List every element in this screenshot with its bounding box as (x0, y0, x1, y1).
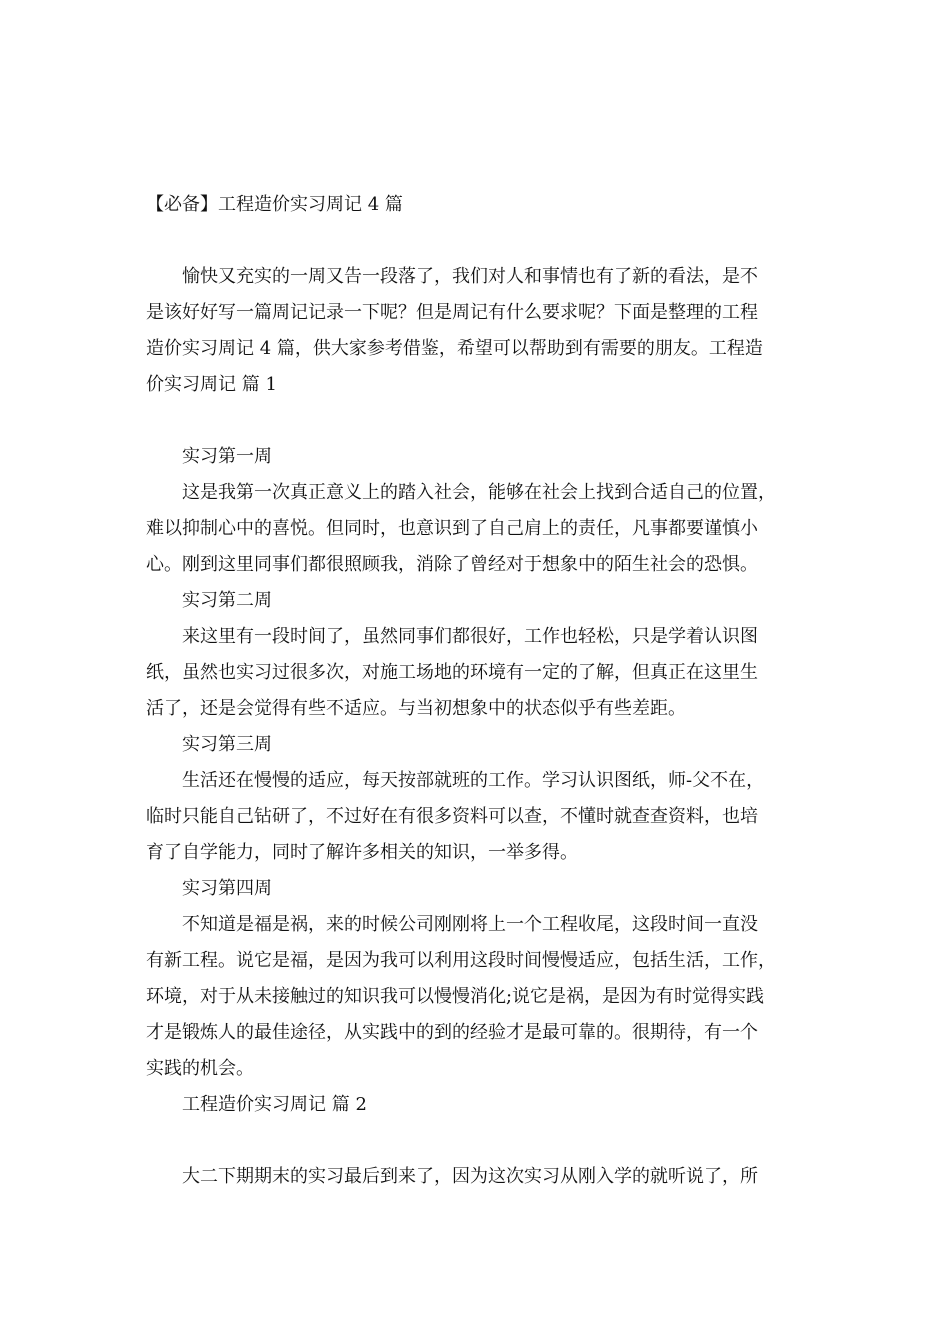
paragraph-line: 来这里有一段时间了，虽然同事们都很好，工作也轻松，只是学着认识图 (182, 626, 758, 647)
intro-line: 造价实习周记 4 篇，供大家参考借鉴，希望可以帮助到有需要的朋友。工程造 (146, 338, 763, 359)
paragraph-line: 有新工程。说它是福，是因为我可以利用这段时间慢慢适应，包括生活，工作， (146, 950, 776, 971)
paragraph-line: 大二下期期末的实习最后到来了，因为这次实习从刚入学的就听说了，所 (182, 1166, 758, 1187)
paragraph-line: 活了，还是会觉得有些不适应。与当初想象中的状态似乎有些差距。 (146, 698, 686, 719)
paragraph-line: 育了自学能力，同时了解许多相关的知识，一举多得。 (146, 842, 578, 863)
piece2-heading: 工程造价实习周记 篇 2 (182, 1094, 367, 1115)
paragraph-line: 心。刚到这里同事们都很照顾我，消除了曾经对于想象中的陌生社会的恐惧。 (146, 554, 758, 575)
intro-line: 是该好好写一篇周记记录一下呢？但是周记有什么要求呢？下面是整理的工程 (146, 302, 758, 323)
week4-heading: 实习第四周 (182, 878, 272, 899)
week2-heading: 实习第二周 (182, 590, 272, 611)
week3-heading: 实习第三周 (182, 734, 272, 755)
paragraph-line: 才是锻炼人的最佳途径，从实践中的到的经验才是最可靠的。很期待，有一个 (146, 1022, 758, 1043)
paragraph-line: 环境，对于从未接触过的知识我可以慢慢消化;说它是祸，是因为有时觉得实践 (146, 986, 765, 1007)
paragraph-line: 难以抑制心中的喜悦。但同时，也意识到了自己肩上的责任，凡事都要谨慎小 (146, 518, 758, 539)
paragraph-line: 生活还在慢慢的适应，每天按部就班的工作。学习认识图纸，师-父不在， (182, 770, 765, 791)
document-title: 【必备】工程造价实习周记 4 篇 (146, 194, 403, 215)
intro-line: 价实习周记 篇 1 (146, 374, 277, 395)
paragraph-line: 不知道是福是祸，来的时候公司刚刚将上一个工程收尾，这段时间一直没 (182, 914, 758, 935)
intro-line: 愉快又充实的一周又告一段落了，我们对人和事情也有了新的看法，是不 (182, 266, 758, 287)
paragraph-line: 这是我第一次真正意义上的踏入社会，能够在社会上找到合适自己的位置， (182, 482, 776, 503)
paragraph-line: 临时只能自己钻研了，不过好在有很多资料可以查，不懂时就查查资料，也培 (146, 806, 758, 827)
week1-heading: 实习第一周 (182, 446, 272, 467)
paragraph-line: 实践的机会。 (146, 1058, 254, 1079)
paragraph-line: 纸，虽然也实习过很多次，对施工场地的环境有一定的了解，但真正在这里生 (146, 662, 758, 683)
